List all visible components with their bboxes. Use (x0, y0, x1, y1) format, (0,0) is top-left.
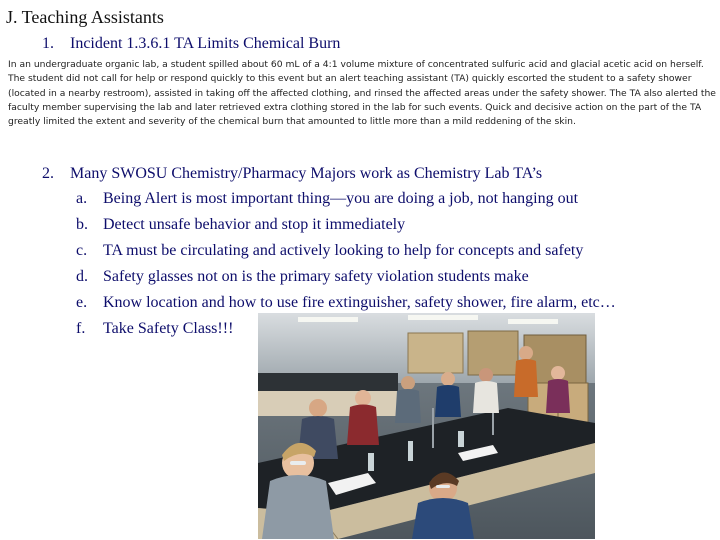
list-letter: f. (76, 320, 86, 337)
lab-photo (258, 313, 595, 539)
list-letter: e. (76, 294, 88, 311)
list-text: Safety glasses not on is the primary safety violation students make (103, 268, 529, 285)
list-letter: d. (76, 268, 88, 285)
section-title: J. Teaching Assistants (6, 7, 164, 27)
list-text: Know location and how to use fire extinguisher, safety shower, fire alarm, etc… (103, 294, 616, 311)
incident-heading-text: Incident 1.3.6.1 TA Limits Chemical Burn (70, 35, 341, 52)
list-item (76, 189, 616, 215)
ta-heading-text: Many SWOSU Chemistry/Pharmacy Majors work as Chemistry Lab TA’s (70, 165, 543, 182)
lab-photo-illustration (258, 313, 595, 539)
list-text: Detect unsafe behavior and stop it immediately (103, 216, 406, 233)
list-letter: b. (76, 216, 88, 233)
list-text: Being Alert is most important thing—you are doing a job, not hanging out (103, 190, 579, 207)
item-number: 1. (42, 35, 54, 52)
list-item (76, 267, 616, 293)
incident-heading (42, 34, 340, 54)
ta-heading (42, 164, 542, 184)
list-item (76, 215, 616, 241)
list-letter: c. (76, 242, 88, 259)
list-text: Take Safety Class!!! (103, 320, 234, 337)
list-item (76, 241, 616, 267)
list-letter: a. (76, 190, 88, 207)
item-number: 2. (42, 165, 54, 182)
incident-paragraph: In an undergraduate organic lab, a student spilled about 60 mL of a 4:1 volume mixture of concentrated sulfuric acid and glacial acetic acid on herself. The student did not call for help or respond quickly to this event but an alert teaching assistant (TA) quickly escorted the student to a safety shower (located in a nearby restroom), assisted in taking off the affected clothing, and rinsed the affected areas under the safety shower. The TA also alerted the faculty member supervising the lab and later retrieved extra clothing stored in the lab for such events. Quick and decisive action on the part of the TA greatly limited the extent and severity of the chemical burn that amounted to little more than a mild reddening of the skin. (8, 59, 716, 128)
list-text: TA must be circulating and actively looking to help for concepts and safety (103, 242, 584, 259)
